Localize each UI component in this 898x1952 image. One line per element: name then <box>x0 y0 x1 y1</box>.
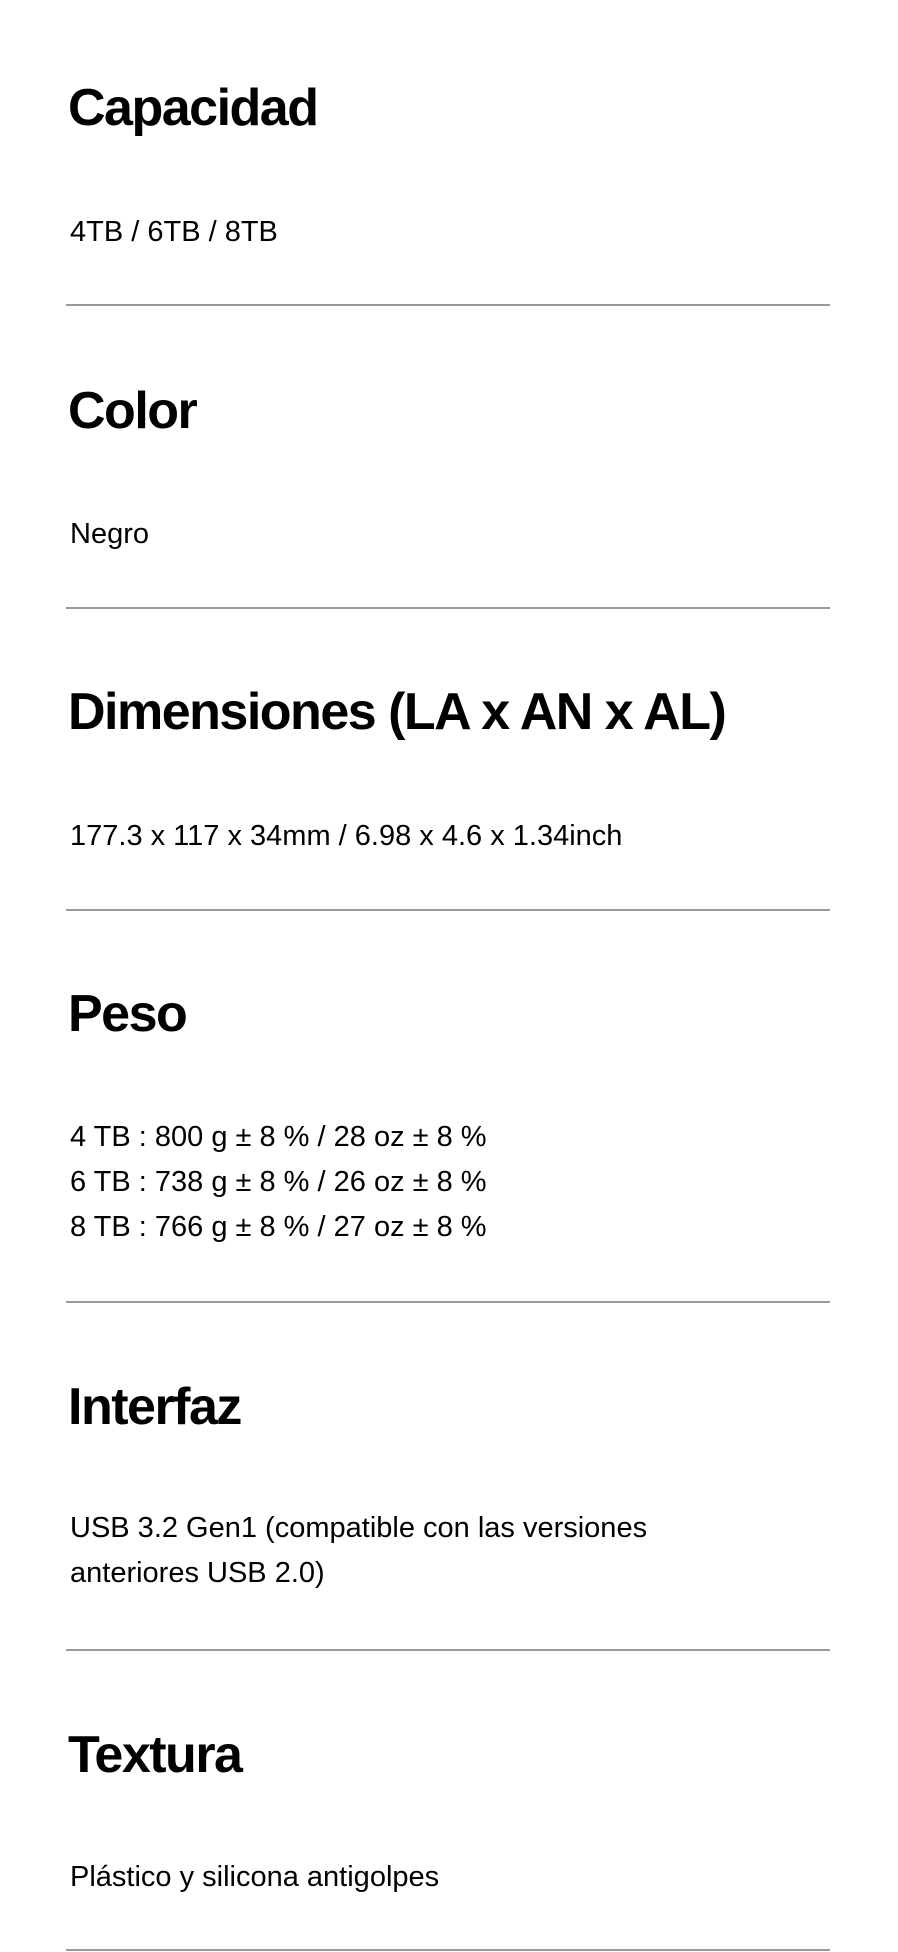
spec-capacidad <box>66 0 830 306</box>
spec-value: USB 3.2 Gen1 (compatible con las versiones anteriores USB 2.0) <box>70 1512 648 1589</box>
spec-color <box>66 306 830 608</box>
spec-title: Capacidad <box>68 79 318 137</box>
spec-title: Peso <box>68 985 187 1043</box>
spec-value: 4TB / 6TB / 8TB <box>70 216 278 248</box>
spec-value: Plástico y silicona antigolpes <box>70 1861 440 1893</box>
divider <box>66 1949 830 1951</box>
spec-value: 177.3 x 117 x 34mm / 6.98 x 4.6 x 1.34inch <box>70 820 623 852</box>
spec-interfaz <box>66 1302 830 1650</box>
spec-title: Dimensiones (LA x AN x AL) <box>68 683 726 741</box>
spec-title: Color <box>68 382 197 440</box>
spec-value: 4 TB : 800 g ± 8 % / 28 oz ± 8 % 6 TB : 738 g ± 8 % / 26 oz ± 8 % 8 TB : 766 g ± 8 % / 27 oz ± 8 % <box>70 1121 487 1243</box>
spec-dimensiones <box>66 608 830 910</box>
spec-value: Negro <box>70 518 149 550</box>
spec-title: Textura <box>68 1726 242 1784</box>
spec-title: Interfaz <box>68 1378 241 1436</box>
spec-peso <box>66 910 830 1302</box>
spec-textura <box>66 1650 830 1952</box>
